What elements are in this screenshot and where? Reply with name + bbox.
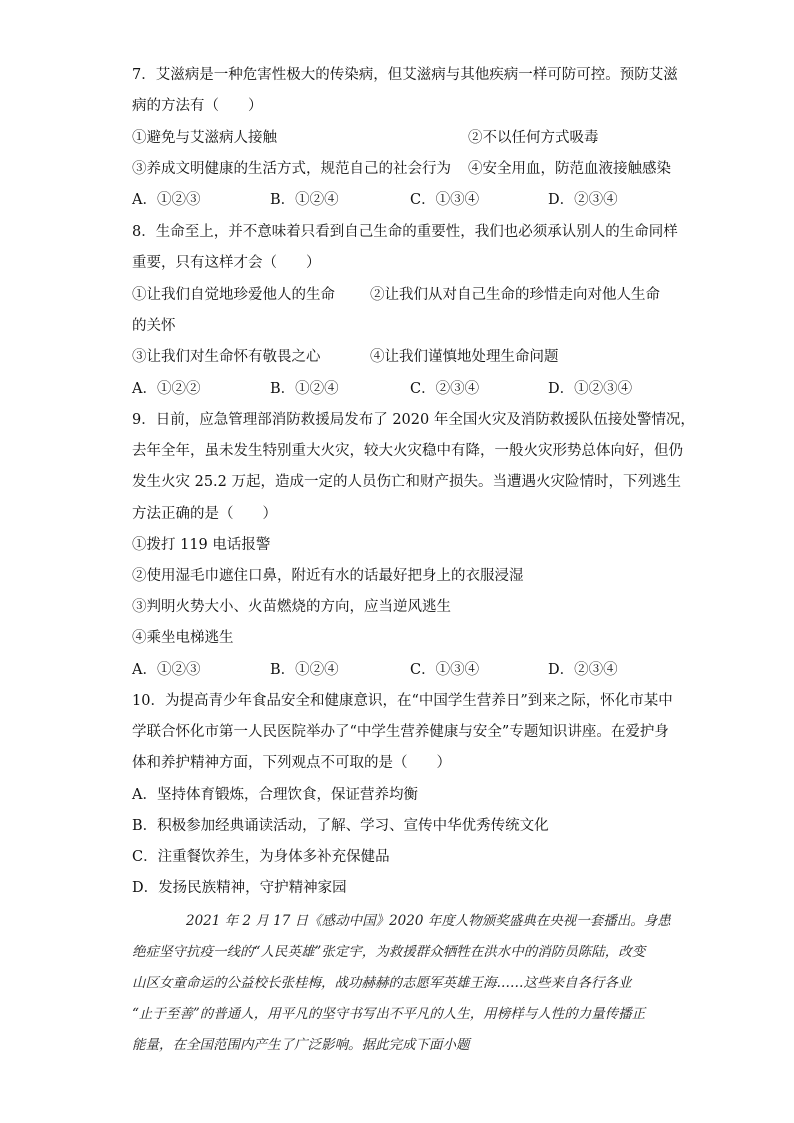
q9-stem-line-4: 方法正确的是（ ） — [132, 506, 277, 522]
q8-stem-line-2: 重要，只有这样才会（ ） — [132, 255, 321, 271]
q7-statement-4: ④安全用血，防范血液接触感染 — [468, 161, 671, 177]
q10-stem-line-2: 学联合怀化市第一人民医院举办了“中学生营养健康与安全”专题知识讲座。在爱护身 — [132, 724, 669, 740]
q8-statement-3: ③让我们对生命怀有敬畏之心 — [132, 349, 321, 365]
q9-statement-4: ④乘坐电梯逃生 — [132, 630, 234, 646]
material-line-5: 能量，在全国范围内产生了广泛影响。据此完成下面小题 — [132, 1037, 470, 1053]
q10-option-c[interactable]: C．注重餐饮养生，为身体多补充保健品 — [132, 849, 390, 865]
q10-stem-line-3: 体和养护精神方面，下列观点不可取的是（ ） — [132, 755, 451, 771]
q8-statement-2: ②让我们从对自己生命的珍惜走向对他人生命 — [370, 287, 660, 303]
q7-option-a[interactable]: A．①②③ — [132, 192, 201, 208]
material-line-4: “止于至善”的普通人，用平凡的坚守书写出不平凡的人生，用榜样与人性的力量传播正 — [132, 1006, 646, 1022]
material-line-3: 山区女童命运的公益校长张桂梅，战功赫赫的志愿军英雄王海……这些来自各行各业 — [132, 975, 632, 991]
q10-option-d[interactable]: D．发扬民族精神，守护精神家园 — [132, 880, 347, 896]
q7-option-b[interactable]: B．①②④ — [270, 192, 339, 208]
q9-option-a[interactable]: A．①②③ — [132, 662, 201, 678]
q8-option-c[interactable]: C．②③④ — [410, 381, 480, 397]
q9-option-d[interactable]: D．②③④ — [548, 662, 618, 678]
q7-option-c[interactable]: C．①③④ — [410, 192, 480, 208]
q10-stem-line-1: 10．为提高青少年食品安全和健康意识，在“中国学生营养日”到来之际，怀化市某中 — [132, 693, 673, 709]
q8-option-a[interactable]: A．①②② — [132, 381, 201, 397]
q9-statement-3: ③判明火势大小、火苗燃烧的方向，应当逆风逃生 — [132, 599, 451, 615]
q8-option-b[interactable]: B．①②④ — [270, 381, 339, 397]
q9-statement-2: ②使用湿毛巾遮住口鼻，附近有水的话最好把身上的衣服浸湿 — [132, 568, 524, 584]
q7-statement-1: ①避免与艾滋病人接触 — [132, 130, 277, 146]
q9-statement-1: ①拨打 119 电话报警 — [132, 537, 271, 553]
q7-statement-3: ③养成文明健康的生活方式，规范自己的社会行为 — [132, 161, 451, 177]
q7-option-d[interactable]: D．②③④ — [548, 192, 618, 208]
q10-option-a[interactable]: A．坚持体育锻炼，合理饮食，保证营养均衡 — [132, 787, 418, 803]
q9-stem-line-3: 发生火灾 25.2 万起，造成一定的人员伤亡和财产损失。当遭遇火灾险情时，下列逃生 — [132, 474, 682, 490]
q8-statement-2-continued: 的关怀 — [132, 318, 176, 334]
material-line-2: 绝症坚守抗疫一线的“人民英雄”张定宇，为救援群众牺牲在洪水中的消防员陈陆，改变 — [132, 944, 646, 960]
q8-stem-line-1: 8．生命至上，并不意味着只看到自己生命的重要性，我们也必须承认别人的生命同样 — [132, 224, 678, 240]
q8-option-d[interactable]: D．①②③④ — [548, 381, 633, 397]
q7-stem-line-2: 病的方法有（ ） — [132, 98, 263, 114]
q9-option-c[interactable]: C．①③④ — [410, 662, 480, 678]
q8-statement-4: ④让我们谨慎地处理生命问题 — [370, 349, 559, 365]
q9-option-b[interactable]: B．①②④ — [270, 662, 339, 678]
q8-statement-1: ①让我们自觉地珍爱他人的生命 — [132, 287, 335, 303]
q10-option-b[interactable]: B．积极参加经典诵读活动，了解、学习、宣传中华优秀传统文化 — [132, 818, 549, 834]
q7-stem-line-1: 7．艾滋病是一种危害性极大的传染病，但艾滋病与其他疾病一样可防可控。预防艾滋 — [132, 67, 678, 83]
reading-material — [132, 906, 671, 1061]
q9-stem-line-2: 去年全年，虽未发生特别重大火灾，较大火灾稳中有降，一般火灾形势总体向好，但仍 — [132, 443, 683, 459]
material-line-1: 2021 年 2 月 17 日《感动中国》2020 年度人物颁奖盛典在央视一套播出。身患 — [186, 913, 671, 929]
q9-stem-line-1: 9．日前，应急管理部消防救援局发布了 2020 年全国火灾及消防救援队伍接处警情况， — [132, 412, 695, 428]
q7-statement-2: ②不以任何方式吸毒 — [468, 130, 599, 146]
